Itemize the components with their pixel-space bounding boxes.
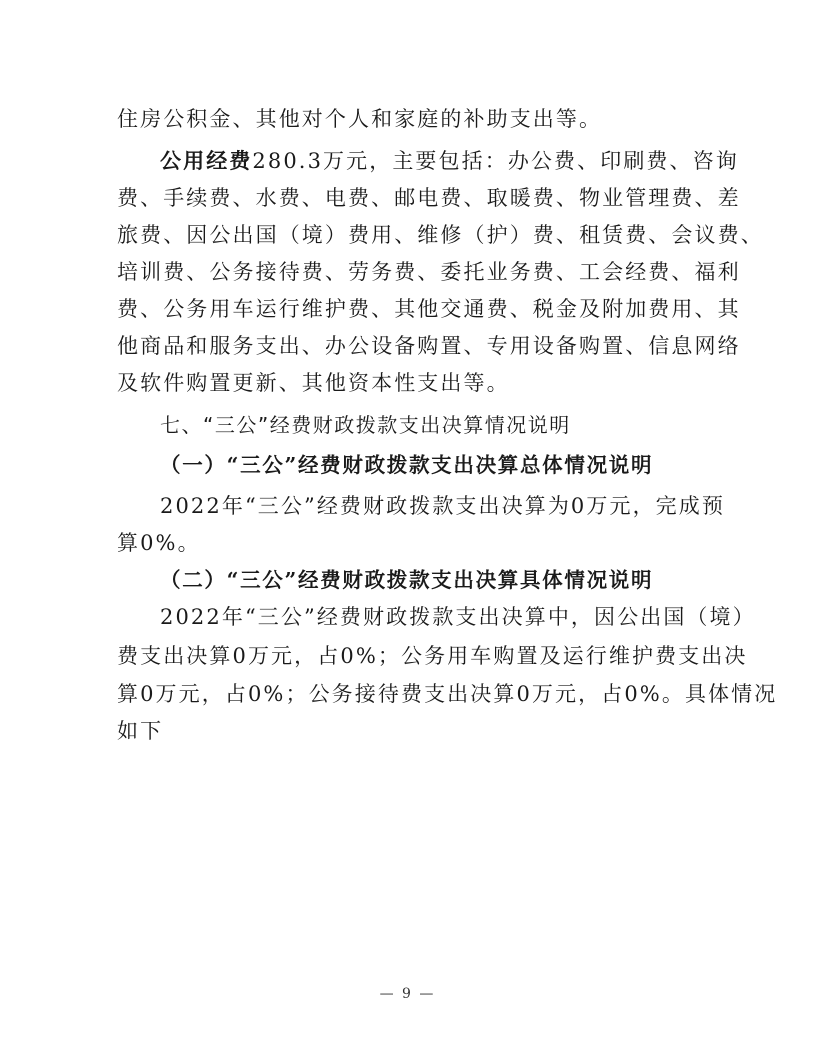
page-number: — 9 — [379, 986, 436, 1002]
term-public-expense: 公用经费 [160, 148, 253, 173]
paragraph-line: 旅费、因公出国（境）费用、维修（护）费、租赁费、会议费、 [117, 223, 764, 247]
paragraph-line: 及软件购置更新、其他资本性支出等。 [117, 371, 510, 395]
paragraph-line: 费、手续费、水费、电费、邮电费、取暖费、物业管理费、差 [117, 186, 741, 210]
paragraph-line: 2022年“三公”经费财政拨款支出决算中，因公出国（境） [160, 605, 756, 629]
paragraph-line: 算0万元，占0%；公务接待费支出决算0万元，占0%。具体情况 [117, 682, 778, 706]
paragraph-line: 费支出决算0万元，占0%；公务用车购置及运行维护费支出决 [117, 644, 748, 668]
subsection-heading: （一）“三公”经费财政拨款支出决算总体情况说明 [160, 453, 654, 477]
paragraph-line: 费、公务用车运行维护费、其他交通费、税金及附加费用、其 [117, 297, 741, 321]
paragraph-line: 2022年“三公”经费财政拨款支出决算为0万元，完成预 [160, 494, 725, 518]
paragraph-line: 住房公积金、其他对个人和家庭的补助支出等。 [117, 107, 603, 131]
paragraph-line: 培训费、公务接待费、劳务费、委托业务费、工会经费、福利 [117, 260, 741, 284]
paragraph-line: 他商品和服务支出、办公设备购置、专用设备购置、信息网络 [117, 334, 741, 358]
paragraph-text: 280.3万元，主要包括：办公费、印刷费、咨询 [252, 149, 739, 173]
paragraph-line: 算0%。 [117, 531, 201, 555]
section-heading: 七、“三公”经费财政拨款支出决算情况说明 [160, 413, 571, 437]
paragraph-line [160, 146, 739, 176]
subsection-heading: （二）“三公”经费财政拨款支出决算具体情况说明 [160, 568, 654, 592]
paragraph-line: 如下 [117, 719, 164, 743]
